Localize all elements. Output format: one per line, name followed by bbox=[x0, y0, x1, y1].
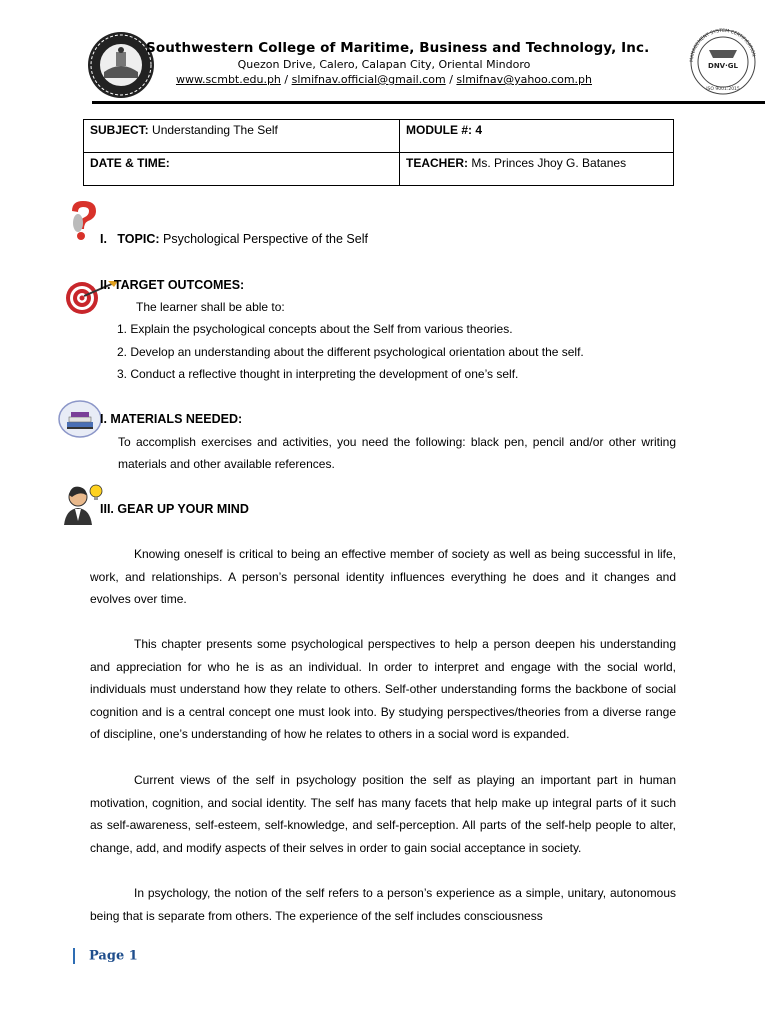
outcome-item: 1. Explain the psychological concepts about the Self from various theories. bbox=[117, 322, 513, 336]
subject-cell bbox=[84, 120, 400, 153]
gear-heading: III. GEAR UP YOUR MIND bbox=[100, 502, 249, 516]
teacher-label: TEACHER: bbox=[406, 156, 468, 170]
paragraph-text: In psychology, the notion of the self refers to a person’s experience as a simple, unitary, autonomous being that is separate from others. The experience of the self includes consciousness bbox=[90, 886, 676, 923]
paragraph-text: This chapter presents some psychological perspectives to help a person deepen his understanding and appreciation for who he is as an individual. In order to interpret and engage with the social world, individuals must understand how they relate to others. Self-other understanding forms the backbone of social cognition and is a central concept one must look into. By studying perspectives/theories from a diverse range of discipline, one’s understanding of how he relates to others in a social word is expanded. bbox=[90, 637, 676, 741]
contact-separator: / bbox=[445, 73, 457, 86]
topic-number: I. bbox=[100, 232, 107, 246]
page-number bbox=[73, 948, 138, 964]
topic-value: Psychological Perspective of the Self bbox=[159, 232, 368, 246]
materials-text-line1: To accomplish exercises and activities, you need the following: black pen, pencil and/or other writing bbox=[118, 435, 676, 449]
teacher-cell bbox=[400, 153, 674, 186]
course-info-table bbox=[83, 119, 674, 186]
outcomes-heading: II. TARGET OUTCOMES: bbox=[100, 278, 245, 292]
module-label: MODULE #: 4 bbox=[406, 123, 483, 137]
body-paragraph bbox=[90, 882, 676, 927]
page-number-bar bbox=[73, 948, 75, 964]
module-cell bbox=[400, 120, 674, 153]
materials-heading: I. MATERIALS NEEDED: bbox=[100, 412, 243, 426]
paragraph-text: Current views of the self in psychology position the self as playing an important part in human motivation, cognition, and social identity. The self has many facets that help make up integral parts of it such as self-awareness, self-esteem, self-knowledge, and self-perception. All parts of the self-help people to alter, change, add, and modify aspects of their selves in order to gain social acceptance in society. bbox=[90, 773, 676, 855]
subject-label: SUBJECT: bbox=[90, 123, 149, 137]
body-paragraph bbox=[90, 769, 676, 859]
outcome-item: 2. Develop an understanding about the different psychological orientation about the self. bbox=[117, 345, 584, 359]
contact-separator: / bbox=[280, 73, 292, 86]
subject-value: Understanding The Self bbox=[148, 123, 278, 137]
topic-line bbox=[100, 232, 368, 246]
datetime-label: DATE & TIME: bbox=[90, 156, 170, 170]
school-contacts bbox=[0, 73, 768, 86]
school-address: Quezon Drive, Calero, Calapan City, Oriental Mindoro bbox=[237, 58, 531, 71]
website-link[interactable]: www.scmbt.edu.ph bbox=[175, 73, 281, 86]
books-icon bbox=[58, 400, 102, 438]
header-divider bbox=[92, 101, 765, 104]
body-paragraph bbox=[90, 543, 676, 611]
cert-arc-text: MANAGEMENT SYSTEM CERTIFICATION bbox=[689, 28, 756, 63]
email-link-1[interactable]: slmifnav.official@gmail.com bbox=[291, 73, 446, 86]
materials-text-line2: materials and other available references. bbox=[118, 457, 335, 471]
question-mark-icon bbox=[64, 199, 102, 243]
dnv-certification-seal bbox=[683, 28, 763, 96]
body-paragraph bbox=[90, 633, 676, 746]
cert-iso: ISO 9001:2015 bbox=[706, 87, 740, 92]
outcome-item: 3. Conduct a reflective thought in interpreting the development of one’s self. bbox=[117, 367, 519, 381]
teacher-value: Ms. Princes Jhoy G. Batanes bbox=[468, 156, 627, 170]
datetime-cell bbox=[84, 153, 400, 186]
outcomes-intro: The learner shall be able to: bbox=[136, 300, 285, 314]
cert-brand: DNV·GL bbox=[708, 62, 738, 70]
school-name: Southwestern College of Maritime, Business and Technology, Inc. bbox=[146, 40, 650, 56]
paragraph-text: Knowing oneself is critical to being an effective member of society as well as being successful in life, work, and relationships. A person’s personal identity influences everything he does and it changes and evolves over time. bbox=[90, 547, 676, 606]
topic-label: TOPIC: bbox=[117, 232, 160, 246]
page-number-text: Page 1 bbox=[89, 948, 138, 964]
email-link-2[interactable]: slmifnav@yahoo.com.ph bbox=[456, 73, 593, 86]
